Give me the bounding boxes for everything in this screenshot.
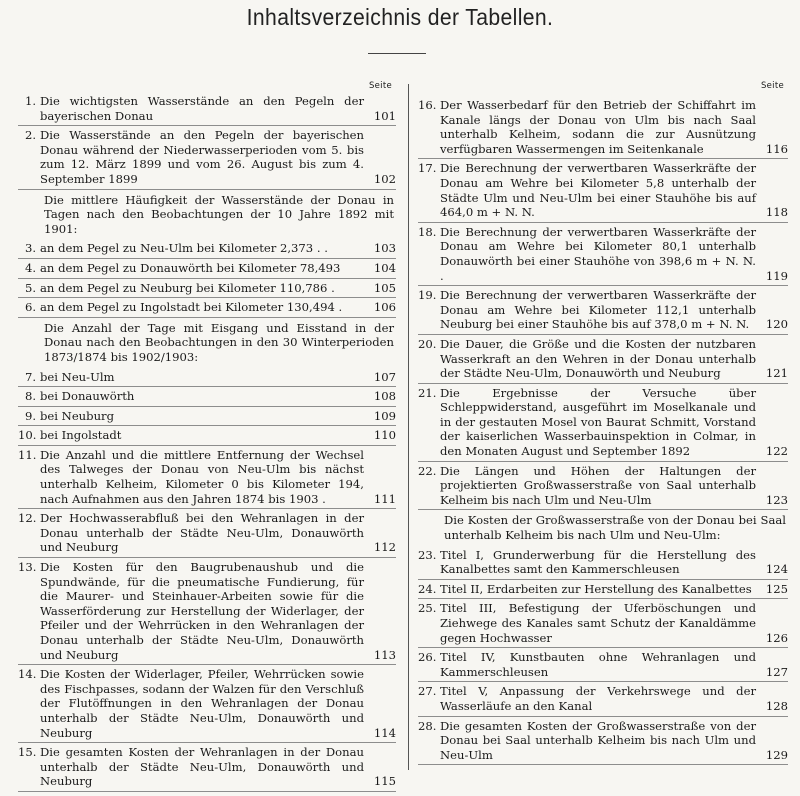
entry-number: 21. xyxy=(418,385,437,400)
entry-title: an dem Pegel zu Ingolstadt bei Kilometer 130,494 . xyxy=(40,300,343,315)
entry-page-number: 108 xyxy=(373,389,396,404)
entry-title: Die Kosten der Widerlager, Pfeiler, Wehrrücken sowie des Fischpasses, sodann der Walzen für den Verschluß der Flutöffnungen in den Wehranlagen der Donau unterhalb der Städte Neu-Ulm, Donauwörth und Neuburg xyxy=(40,667,364,740)
entry-title: bei Neuburg xyxy=(40,408,115,423)
entry-page-number: 124 xyxy=(765,562,788,577)
entry-page-number: 121 xyxy=(765,366,788,381)
section-subheading: Die Kosten der Großwasserstraße von der Donau bei Saal unterhalb Kelheim bis nach Ulm und Neu-Ulm: xyxy=(444,513,786,543)
entry-title: Die Berechnung der verwertbaren Wasserkräfte der Donau am Wehre bei Kilometer 112,1 unterhalb Neuburg bei einer Stauhöhe bis auf 378,0 m + N. N. xyxy=(440,288,756,332)
entry-title: Titel IV, Kunstbauten ohne Wehranlagen und Kammerschleusen xyxy=(440,650,756,679)
entry-number: 27. xyxy=(418,684,437,699)
toc-entry[interactable] xyxy=(18,426,396,446)
entry-title: Die gesamten Kosten der Großwasserstraße von der Donau bei Saal unterhalb Kelheim bis nach Ulm und Neu-Ulm xyxy=(440,718,756,762)
entry-title: Die Längen und Höhen der Haltungen der projektierten Großwasserstraße von Saal unterhalb Kelheim bis nach Ulm und Neu-Ulm xyxy=(440,463,756,507)
toc-entry[interactable] xyxy=(18,239,396,259)
right-entry-list xyxy=(418,96,788,765)
left-column xyxy=(18,80,396,792)
entry-title: Titel III, Befestigung der Uferböschungen und Ziehwege des Kanales samt Schutz der Kanaldämme gegen Hochwasser xyxy=(440,601,756,645)
entry-page-number: 122 xyxy=(765,444,788,459)
toc-entry[interactable] xyxy=(418,546,788,580)
left-entry-list xyxy=(18,92,396,792)
entry-number: 7. xyxy=(24,369,36,384)
entry-title: bei Donauwörth xyxy=(40,389,135,404)
entry-number: 1. xyxy=(24,94,36,108)
entry-page-number: 104 xyxy=(373,260,396,275)
right-column xyxy=(418,80,788,765)
toc-entry[interactable] xyxy=(418,717,788,766)
entry-title: an dem Pegel zu Donauwörth bei Kilometer 78,493 xyxy=(40,260,341,275)
entry-page-number: 118 xyxy=(765,205,788,220)
seite-label-right: Seite xyxy=(760,81,784,91)
toc-entry[interactable] xyxy=(18,279,396,299)
entry-number: 18. xyxy=(418,224,437,239)
entry-title: an dem Pegel zu Neu-Ulm bei Kilometer 2,373 . . xyxy=(40,241,328,256)
column-divider xyxy=(408,84,409,770)
entry-title: Die Ergebnisse der Versuche über Schleppwiderstand, ausgeführt im Moselkanale und in der gestauten Mosel von Baurat Schmitt, Vorstand der kaiserlichen Wasserbauinspektion in Colmar, in den Monaten August und September 1892 xyxy=(440,385,756,459)
toc-entry[interactable] xyxy=(18,509,396,558)
entry-page-number: 105 xyxy=(373,280,396,295)
toc-entry[interactable] xyxy=(418,223,788,286)
toc-entry[interactable] xyxy=(18,558,396,665)
entry-number: 2. xyxy=(24,128,36,143)
toc-entry[interactable] xyxy=(18,743,396,792)
entry-number: 10. xyxy=(18,428,37,443)
toc-entry[interactable] xyxy=(418,159,788,222)
entry-title: Die Kosten für den Baugrubenaushub und die Spundwände, für die pneumatische Fundierung, für die Maurer- und Steinhauer-Arbeiten sowie für die Wasserförderung zur Herstellung der Widerlager, der Pfeiler und der Wehrrücken in den Wehranlagen der Donau unterhalb der Städte Neu-Ulm, Donauwörth und Neuburg xyxy=(40,560,364,662)
entry-title: Der Hochwasserabfluß bei den Wehranlagen in der Donau unterhalb der Städte Neu-Ulm, Donauwörth und Neuburg xyxy=(40,511,364,555)
toc-entry[interactable] xyxy=(18,665,396,743)
entry-page-number: 109 xyxy=(373,408,396,423)
entry-page-number: 107 xyxy=(373,369,396,384)
entry-page-number: 106 xyxy=(373,300,396,315)
entry-number: 24. xyxy=(418,581,437,596)
entry-page-number: 114 xyxy=(373,725,396,740)
entry-number: 19. xyxy=(418,288,437,303)
toc-entry[interactable] xyxy=(18,407,396,427)
entry-title: Titel I, Grunderwerbung für die Herstellung des Kanalbettes samt den Kammerschleusen xyxy=(440,547,756,577)
entry-number: 9. xyxy=(24,408,36,423)
toc-entry[interactable] xyxy=(18,387,396,407)
entry-page-number: 116 xyxy=(765,141,788,156)
entry-number: 26. xyxy=(418,650,437,665)
entry-title: an dem Pegel zu Neuburg bei Kilometer 110,786 . xyxy=(40,280,335,295)
entry-title: Titel II, Erdarbeiten zur Herstellung des Kanalbettes xyxy=(440,581,752,596)
entry-page-number: 128 xyxy=(765,698,788,713)
toc-entry[interactable] xyxy=(418,96,788,159)
toc-entry[interactable] xyxy=(418,682,788,716)
toc-entry[interactable] xyxy=(18,446,396,509)
entry-title: Der Wasserbedarf für den Betrieb der Schiffahrt im Kanale längs der Donau von Ulm bis nach Saal unterhalb Kelheim, sodann die zur Ausnützung verfügbaren Wassermengen im Seitenkanale xyxy=(440,98,756,156)
entry-number: 25. xyxy=(418,601,437,616)
entry-number: 12. xyxy=(18,511,37,526)
page-title: Inhaltsverzeichnis der Tabellen. xyxy=(246,4,554,30)
toc-entry[interactable] xyxy=(18,298,396,318)
entry-page-number: 101 xyxy=(373,108,396,123)
entry-number: 6. xyxy=(24,300,36,315)
entry-page-number: 112 xyxy=(373,540,396,555)
entry-page-number: 110 xyxy=(373,428,396,443)
entry-number: 3. xyxy=(24,241,36,256)
toc-entry[interactable] xyxy=(418,462,788,511)
entry-page-number: 123 xyxy=(765,492,788,507)
entry-page-number: 129 xyxy=(765,747,788,762)
entry-page-number: 115 xyxy=(373,774,396,789)
entry-title: bei Neu-Ulm xyxy=(40,369,115,384)
toc-entry[interactable] xyxy=(418,599,788,648)
entry-number: 11. xyxy=(18,447,37,462)
entry-page-number: 111 xyxy=(373,491,396,506)
toc-entry[interactable] xyxy=(18,259,396,279)
entry-number: 5. xyxy=(24,280,36,295)
entry-number: 28. xyxy=(418,718,437,733)
entry-number: 15. xyxy=(18,745,37,760)
entry-page-number: 127 xyxy=(765,664,788,679)
entry-number: 13. xyxy=(18,560,37,575)
entry-page-number: 125 xyxy=(765,581,788,596)
entry-title: Die Wasserstände an den Pegeln der bayerischen Donau während der Niederwasserperioden vom 5. bis zum 12. März 1899 und vom 26. August bis zum 4. September 1899 xyxy=(40,128,364,186)
entry-title: Die Dauer, die Größe und die Kosten der nutzbaren Wasserkraft an den Wehren in der Donau unterhalb der Städte Neu-Ulm, Donauwörth und Neuburg xyxy=(440,336,756,381)
entry-number: 8. xyxy=(24,389,36,404)
entry-page-number: 102 xyxy=(373,171,396,186)
toc-entry[interactable] xyxy=(418,648,788,682)
entry-title: Die wichtigsten Wasserstände an den Pegeln der bayerischen Donau xyxy=(40,94,364,123)
entry-title: Die gesamten Kosten der Wehranlagen in der Donau unterhalb der Städte Neu-Ulm, Donauwörth und Neuburg xyxy=(40,745,364,789)
entry-number: 14. xyxy=(18,667,37,682)
entry-title: Die Berechnung der verwertbaren Wasserkräfte der Donau am Wehre bei Kilometer 80,1 unterhalb Donauwörth bei einer Stauhöhe von 398,6 m + N. N. . xyxy=(440,224,756,283)
entry-title: Titel V, Anpassung der Verkehrswege und der Wasserläufe an den Kanal xyxy=(440,684,756,713)
toc-entry[interactable] xyxy=(418,286,788,335)
toc-entry[interactable] xyxy=(418,384,788,462)
entry-page-number: 120 xyxy=(765,317,788,332)
entry-page-number: 103 xyxy=(373,241,396,256)
entry-page-number: 113 xyxy=(373,647,396,662)
section-subheading: Die Anzahl der Tage mit Eisgang und Eisstand in der Donau nach den Beobachtungen in den 30 Winterperioden 1873/1874 bis 1902/1903: xyxy=(44,320,394,364)
entry-number: 20. xyxy=(418,336,437,351)
toc-entry[interactable] xyxy=(18,92,396,126)
entry-number: 22. xyxy=(418,463,437,478)
toc-entry[interactable] xyxy=(18,126,396,189)
entry-number: 17. xyxy=(418,161,437,176)
entry-title: bei Ingolstadt xyxy=(40,428,122,443)
entry-title: Die Berechnung der verwertbaren Wasserkräfte der Donau am Wehre bei Kilometer 5,8 unterhalb der Städte Ulm und Neu-Ulm bei einer Stauhöhe bis auf 464,0 m + N. N. xyxy=(440,161,756,220)
entry-number: 4. xyxy=(24,260,36,275)
toc-entry[interactable] xyxy=(418,335,788,384)
toc-entry[interactable] xyxy=(18,368,396,388)
entry-page-number: 119 xyxy=(765,268,788,283)
section-subheading: Die mittlere Häufigkeit der Wasserstände der Donau in Tagen nach den Beobachtungen der 10 Jahre 1892 mit 1901: xyxy=(44,192,394,236)
entry-title: Die Anzahl und die mittlere Entfernung der Wechsel des Talweges der Donau von Neu-Ulm bis nächst unterhalb Kelheim, Kilometer 0 bis Kilometer 194, nach Aufnahmen aus den Jahren 1874 bis 1903 . xyxy=(40,447,364,506)
title-rule xyxy=(368,53,426,54)
entry-number: 16. xyxy=(418,98,437,112)
toc-entry[interactable] xyxy=(418,580,788,600)
entry-number: 23. xyxy=(418,547,437,562)
seite-label-left: Seite xyxy=(368,81,392,91)
entry-page-number: 126 xyxy=(765,630,788,645)
